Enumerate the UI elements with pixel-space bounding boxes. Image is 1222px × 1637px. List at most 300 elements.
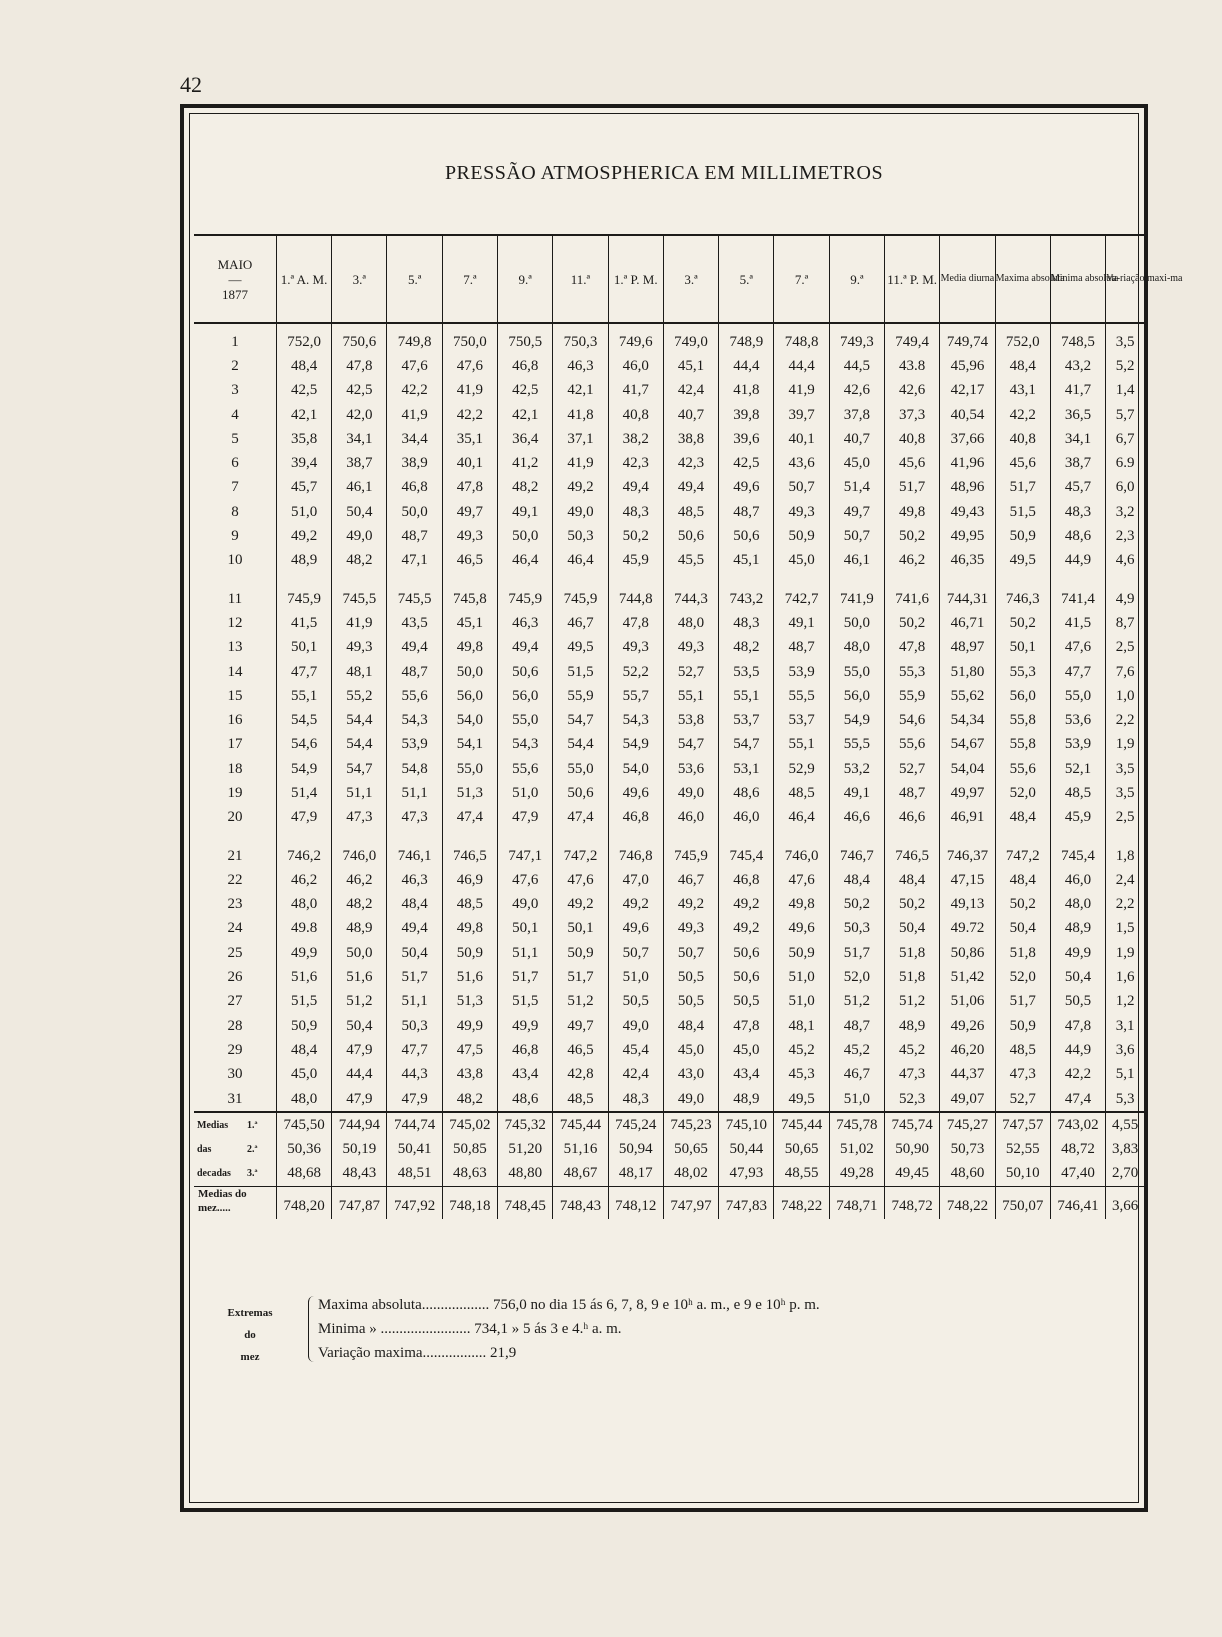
- value-cell: 37,66: [940, 427, 995, 451]
- value-cell: 51,3: [442, 990, 497, 1014]
- gap-cell: [332, 830, 387, 844]
- value-cell: 49,7: [553, 1014, 608, 1038]
- value-cell: 55,0: [442, 757, 497, 781]
- value-cell: 54,7: [332, 757, 387, 781]
- value-cell: 49,8: [885, 500, 940, 524]
- value-cell: 6,0: [1106, 476, 1144, 500]
- value-cell: 55,0: [498, 708, 553, 732]
- value-cell: 50,9: [276, 1014, 331, 1038]
- decade-mean-cell: 745,32: [498, 1112, 553, 1137]
- value-cell: 47,7: [1050, 660, 1105, 684]
- value-cell: 741,4: [1050, 587, 1105, 611]
- value-cell: 49,4: [608, 476, 663, 500]
- value-cell: 42,8: [553, 1063, 608, 1087]
- value-cell: 45,2: [774, 1038, 829, 1062]
- header-col: 7.ª: [442, 235, 497, 323]
- value-cell: 6.9: [1106, 451, 1144, 475]
- value-cell: 54,5: [276, 708, 331, 732]
- value-cell: 50,0: [829, 611, 884, 635]
- day-cell: 5: [231, 430, 239, 447]
- value-cell: 50,6: [498, 660, 553, 684]
- value-cell: 45,9: [1050, 806, 1105, 830]
- value-cell: 45,9: [608, 549, 663, 573]
- decade-mean-row: [194, 1162, 1144, 1187]
- value-cell: 55,3: [995, 660, 1050, 684]
- value-cell: 50,9: [774, 941, 829, 965]
- value-cell: 55,9: [885, 684, 940, 708]
- value-cell: 48,0: [276, 1087, 331, 1112]
- value-cell: 34,4: [387, 427, 442, 451]
- value-cell: 46,3: [553, 354, 608, 378]
- value-cell: 49,0: [608, 1014, 663, 1038]
- day-cell: 17: [227, 736, 243, 753]
- value-cell: 38,8: [663, 427, 718, 451]
- month-mean-cell: 748,22: [940, 1187, 995, 1220]
- value-cell: 45,0: [774, 549, 829, 573]
- value-cell: 51,42: [940, 965, 995, 989]
- gap-cell: [194, 830, 276, 844]
- value-cell: 51,3: [442, 781, 497, 805]
- value-cell: 49.8: [276, 917, 331, 941]
- value-cell: 37,3: [885, 403, 940, 427]
- value-cell: 54,9: [829, 708, 884, 732]
- value-cell: 50,9: [442, 941, 497, 965]
- value-cell: 50,5: [663, 990, 718, 1014]
- value-cell: 1,0: [1106, 684, 1144, 708]
- decade-mean-row: [194, 1138, 1144, 1162]
- value-cell: 52,0: [995, 781, 1050, 805]
- value-cell: 49,26: [940, 1014, 995, 1038]
- table-row: [194, 733, 1144, 757]
- value-cell: 749,6: [608, 323, 663, 354]
- value-cell: 47,8: [885, 636, 940, 660]
- value-cell: 48,5: [1050, 781, 1105, 805]
- value-cell: 36,4: [498, 427, 553, 451]
- value-cell: 50,2: [885, 611, 940, 635]
- value-cell: 3,5: [1106, 757, 1144, 781]
- value-cell: 54,6: [885, 708, 940, 732]
- value-cell: 50,0: [442, 660, 497, 684]
- value-cell: 49,3: [332, 636, 387, 660]
- month-mean-cell: 750,07: [995, 1187, 1050, 1220]
- gap-cell: [442, 830, 497, 844]
- value-cell: 45,7: [276, 476, 331, 500]
- decade-mean-cell: 50,85: [442, 1138, 497, 1162]
- value-cell: 55,1: [276, 684, 331, 708]
- day-cell: 30: [227, 1066, 243, 1083]
- pressure-table: [194, 234, 1183, 1219]
- value-cell: 51,7: [498, 965, 553, 989]
- value-cell: 745,9: [553, 587, 608, 611]
- gap-cell: [1050, 830, 1105, 844]
- value-cell: 49,6: [608, 917, 663, 941]
- value-cell: 749,74: [940, 323, 995, 354]
- decade-mean-cell: 745,44: [774, 1112, 829, 1137]
- value-cell: 47,9: [498, 806, 553, 830]
- value-cell: 45,1: [442, 611, 497, 635]
- value-cell: 6,7: [1106, 427, 1144, 451]
- value-cell: 50,4: [332, 1014, 387, 1038]
- table-row: [194, 451, 1144, 475]
- gap-cell: [332, 573, 387, 587]
- value-cell: 46,4: [553, 549, 608, 573]
- value-cell: 54,04: [940, 757, 995, 781]
- gap-cell: [553, 830, 608, 844]
- value-cell: 52,1: [1050, 757, 1105, 781]
- gap-cell: [719, 573, 774, 587]
- value-cell: 51,0: [276, 500, 331, 524]
- value-cell: 745,9: [276, 587, 331, 611]
- header-col: Maxima absoluta: [995, 235, 1050, 323]
- value-cell: 48,4: [995, 806, 1050, 830]
- value-cell: 3,6: [1106, 1038, 1144, 1062]
- value-cell: 47,9: [387, 1087, 442, 1112]
- decade-mean-cell: 744,94: [332, 1112, 387, 1137]
- value-cell: 42,3: [663, 451, 718, 475]
- value-cell: 55,1: [719, 684, 774, 708]
- decade-mean-cell: 49,28: [829, 1162, 884, 1187]
- table-row: [194, 1014, 1144, 1038]
- value-cell: 51,6: [332, 965, 387, 989]
- value-cell: 49,9: [442, 1014, 497, 1038]
- gap-cell: [1106, 830, 1144, 844]
- value-cell: 2,2: [1106, 893, 1144, 917]
- header-col: 5.ª: [719, 235, 774, 323]
- gap-cell: [663, 830, 718, 844]
- table-row: [194, 1087, 1144, 1112]
- value-cell: 50,9: [774, 524, 829, 548]
- value-cell: 47,4: [1050, 1087, 1105, 1112]
- decade-mean-cell: 4,55: [1106, 1112, 1144, 1137]
- gap-cell: [608, 573, 663, 587]
- decade-mean-cell: 47,93: [719, 1162, 774, 1187]
- value-cell: 2,2: [1106, 708, 1144, 732]
- value-cell: 47,3: [387, 806, 442, 830]
- day-cell: 23: [227, 896, 243, 913]
- value-cell: 45,3: [774, 1063, 829, 1087]
- day-cell: 15: [227, 687, 243, 704]
- value-cell: 54,7: [663, 733, 718, 757]
- gap-cell: [387, 830, 442, 844]
- value-cell: 47,8: [719, 1014, 774, 1038]
- value-cell: 51,7: [553, 965, 608, 989]
- table-row: [194, 868, 1144, 892]
- month-mean-cell: 748,43: [553, 1187, 608, 1220]
- value-cell: 38,7: [332, 451, 387, 475]
- value-cell: 38,9: [387, 451, 442, 475]
- value-cell: 50,5: [719, 990, 774, 1014]
- value-cell: 52,2: [608, 660, 663, 684]
- value-cell: 746,1: [387, 844, 442, 868]
- value-cell: 750,5: [498, 323, 553, 354]
- value-cell: 45,2: [885, 1038, 940, 1062]
- day-cell: 1: [231, 333, 239, 350]
- month-mean-label-line: mez.....: [198, 1202, 231, 1215]
- decade-mean-cell: 48,43: [332, 1162, 387, 1187]
- gap-cell: [995, 573, 1050, 587]
- value-cell: 46,35: [940, 549, 995, 573]
- value-cell: 48,7: [885, 781, 940, 805]
- header-col: 9.ª: [829, 235, 884, 323]
- value-cell: 48,7: [829, 1014, 884, 1038]
- value-cell: 45,0: [829, 451, 884, 475]
- value-cell: 49,97: [940, 781, 995, 805]
- value-cell: 47,8: [1050, 1014, 1105, 1038]
- value-cell: 53,9: [387, 733, 442, 757]
- value-cell: 50,2: [885, 893, 940, 917]
- value-cell: 47,7: [387, 1038, 442, 1062]
- value-cell: 49,07: [940, 1087, 995, 1112]
- value-cell: 54,9: [276, 757, 331, 781]
- value-cell: 3,2: [1106, 500, 1144, 524]
- value-cell: 55,0: [1050, 684, 1105, 708]
- value-cell: 51,5: [995, 500, 1050, 524]
- value-cell: 747,2: [995, 844, 1050, 868]
- value-cell: 47,9: [332, 1038, 387, 1062]
- decade-mean-cell: 747,57: [995, 1112, 1050, 1137]
- value-cell: 34,1: [332, 427, 387, 451]
- value-cell: 747,2: [553, 844, 608, 868]
- value-cell: 48,4: [387, 893, 442, 917]
- value-cell: 55,6: [995, 757, 1050, 781]
- decade-number: 2.ª: [247, 1144, 258, 1156]
- value-cell: 40,1: [774, 427, 829, 451]
- value-cell: 55,5: [829, 733, 884, 757]
- table-row: [194, 965, 1144, 989]
- value-cell: 50,3: [387, 1014, 442, 1038]
- value-cell: 41,5: [276, 611, 331, 635]
- value-cell: 40,8: [608, 403, 663, 427]
- value-cell: 1,9: [1106, 733, 1144, 757]
- value-cell: 49,2: [553, 893, 608, 917]
- brace-icon: [308, 1296, 315, 1362]
- value-cell: 56,0: [442, 684, 497, 708]
- value-cell: 41,96: [940, 451, 995, 475]
- value-cell: 49,2: [663, 893, 718, 917]
- value-cell: 42,2: [442, 403, 497, 427]
- value-cell: 50,9: [995, 524, 1050, 548]
- value-cell: 48,4: [885, 868, 940, 892]
- month-mean-cell: 748,12: [608, 1187, 663, 1220]
- value-cell: 50,6: [719, 524, 774, 548]
- value-cell: 55,0: [829, 660, 884, 684]
- decade-mean-cell: 745,10: [719, 1112, 774, 1137]
- value-cell: 1,9: [1106, 941, 1144, 965]
- value-cell: 5,1: [1106, 1063, 1144, 1087]
- day-cell: 10: [227, 552, 243, 569]
- value-cell: 38,2: [608, 427, 663, 451]
- value-cell: 49,3: [663, 636, 718, 660]
- value-cell: 46,7: [663, 868, 718, 892]
- day-cell: 14: [227, 663, 243, 680]
- value-cell: 46,8: [498, 354, 553, 378]
- month-mean-cell: 748,18: [442, 1187, 497, 1220]
- value-cell: 48,2: [498, 476, 553, 500]
- value-cell: 1,4: [1106, 379, 1144, 403]
- table-row: [194, 611, 1144, 635]
- value-cell: 47,1: [387, 549, 442, 573]
- day-cell: 29: [227, 1041, 243, 1058]
- value-cell: 5,2: [1106, 354, 1144, 378]
- value-cell: 37,8: [829, 403, 884, 427]
- value-cell: 51,6: [276, 965, 331, 989]
- value-cell: 50,5: [663, 965, 718, 989]
- value-cell: 1,8: [1106, 844, 1144, 868]
- value-cell: 41,9: [332, 611, 387, 635]
- gap-cell: [276, 830, 331, 844]
- decade-label: [194, 1138, 276, 1162]
- value-cell: 51,5: [276, 990, 331, 1014]
- decade-mean-cell: 48,02: [663, 1162, 718, 1187]
- value-cell: 51,0: [774, 990, 829, 1014]
- value-cell: 46,8: [719, 868, 774, 892]
- value-cell: 52,7: [885, 757, 940, 781]
- gap-cell: [995, 830, 1050, 844]
- decade-mean-cell: 50,36: [276, 1138, 331, 1162]
- decade-mean-cell: 48,60: [940, 1162, 995, 1187]
- group-gap: [194, 830, 1144, 844]
- value-cell: 50,6: [553, 781, 608, 805]
- value-cell: 41,9: [774, 379, 829, 403]
- header-col: Minima absoluta: [1050, 235, 1105, 323]
- decade-mean-cell: 745,74: [885, 1112, 940, 1137]
- value-cell: 42,4: [663, 379, 718, 403]
- month-mean-row: [194, 1187, 1144, 1220]
- gap-cell: [885, 830, 940, 844]
- value-cell: 49,9: [1050, 941, 1105, 965]
- value-cell: 54,3: [498, 733, 553, 757]
- value-cell: 47,6: [774, 868, 829, 892]
- day-cell: 4: [231, 406, 239, 423]
- value-cell: 46,20: [940, 1038, 995, 1062]
- table-row: [194, 379, 1144, 403]
- day-cell: 8: [231, 503, 239, 520]
- value-cell: 745,4: [1050, 844, 1105, 868]
- value-cell: 54,4: [332, 708, 387, 732]
- day-cell: 26: [227, 969, 243, 986]
- header-col: 9.ª: [498, 235, 553, 323]
- value-cell: 51,5: [498, 990, 553, 1014]
- value-cell: 56,0: [995, 684, 1050, 708]
- value-cell: 51,7: [829, 941, 884, 965]
- day-cell: 2: [231, 357, 239, 374]
- value-cell: 47,7: [276, 660, 331, 684]
- gap-cell: [608, 830, 663, 844]
- table-row: [194, 1038, 1144, 1062]
- header-col: 11.ª P. M.: [885, 235, 940, 323]
- value-cell: 741,6: [885, 587, 940, 611]
- value-cell: 1,2: [1106, 990, 1144, 1014]
- value-cell: 51,2: [885, 990, 940, 1014]
- value-cell: 48,7: [774, 636, 829, 660]
- value-cell: 50,1: [995, 636, 1050, 660]
- page-number: 42: [180, 72, 202, 97]
- value-cell: 47,3: [332, 806, 387, 830]
- value-cell: 39,7: [774, 403, 829, 427]
- gap-cell: [276, 573, 331, 587]
- decade-label-word: Medias: [197, 1119, 229, 1131]
- decade-mean-cell: 48,63: [442, 1162, 497, 1187]
- value-cell: 36,5: [1050, 403, 1105, 427]
- value-cell: 55,0: [553, 757, 608, 781]
- decade-number: 3.ª: [247, 1168, 258, 1180]
- value-cell: 41,9: [387, 403, 442, 427]
- value-cell: 49,7: [829, 500, 884, 524]
- value-cell: 46,0: [719, 806, 774, 830]
- month-mean-cell: 748,22: [774, 1187, 829, 1220]
- value-cell: 46,6: [829, 806, 884, 830]
- value-cell: 46,8: [498, 1038, 553, 1062]
- value-cell: 51,1: [387, 990, 442, 1014]
- decade-mean-cell: 745,78: [829, 1112, 884, 1137]
- value-cell: 41,7: [1050, 379, 1105, 403]
- value-cell: 43.8: [885, 354, 940, 378]
- value-cell: 50,4: [885, 917, 940, 941]
- value-cell: 46,5: [442, 549, 497, 573]
- day-cell: 25: [227, 944, 243, 961]
- value-cell: 47,5: [442, 1038, 497, 1062]
- value-cell: 51,0: [498, 781, 553, 805]
- value-cell: 56,0: [829, 684, 884, 708]
- value-cell: 43,4: [719, 1063, 774, 1087]
- value-cell: 48,9: [719, 1087, 774, 1112]
- value-cell: 48,2: [442, 1087, 497, 1112]
- value-cell: 54,0: [608, 757, 663, 781]
- value-cell: 746,0: [332, 844, 387, 868]
- value-cell: 53,7: [774, 708, 829, 732]
- value-cell: 50,7: [608, 941, 663, 965]
- value-cell: 46,7: [829, 1063, 884, 1087]
- value-cell: 746,5: [442, 844, 497, 868]
- value-cell: 55,7: [608, 684, 663, 708]
- value-cell: 48,3: [608, 1087, 663, 1112]
- decade-mean-cell: 49,45: [885, 1162, 940, 1187]
- value-cell: 54,34: [940, 708, 995, 732]
- value-cell: 46,8: [387, 476, 442, 500]
- value-cell: 49,0: [332, 524, 387, 548]
- value-cell: 40,54: [940, 403, 995, 427]
- day-cell: 19: [227, 784, 243, 801]
- value-cell: 55,3: [885, 660, 940, 684]
- value-cell: 49,8: [442, 917, 497, 941]
- header-col: 11.ª: [553, 235, 608, 323]
- table-row: [194, 757, 1144, 781]
- decade-mean-cell: 50,44: [719, 1138, 774, 1162]
- value-cell: 50,3: [553, 524, 608, 548]
- value-cell: 43,1: [995, 379, 1050, 403]
- value-cell: 56,0: [498, 684, 553, 708]
- value-cell: 40,8: [885, 427, 940, 451]
- value-cell: 745,4: [719, 844, 774, 868]
- month-mean-cell: 3,66: [1106, 1187, 1144, 1220]
- value-cell: 48,0: [276, 893, 331, 917]
- decade-label: [194, 1112, 276, 1137]
- value-cell: 42,17: [940, 379, 995, 403]
- value-cell: 46,1: [829, 549, 884, 573]
- value-cell: 44,4: [332, 1063, 387, 1087]
- value-cell: 49,8: [442, 636, 497, 660]
- value-cell: 48,0: [1050, 893, 1105, 917]
- header-year: 1877: [221, 286, 248, 302]
- value-cell: 50,5: [608, 990, 663, 1014]
- value-cell: 51,1: [387, 781, 442, 805]
- value-cell: 1,6: [1106, 965, 1144, 989]
- value-cell: 49,4: [387, 636, 442, 660]
- month-mean-cell: 746,41: [1050, 1187, 1105, 1220]
- gap-cell: [387, 573, 442, 587]
- value-cell: 50,7: [663, 941, 718, 965]
- value-cell: 51,06: [940, 990, 995, 1014]
